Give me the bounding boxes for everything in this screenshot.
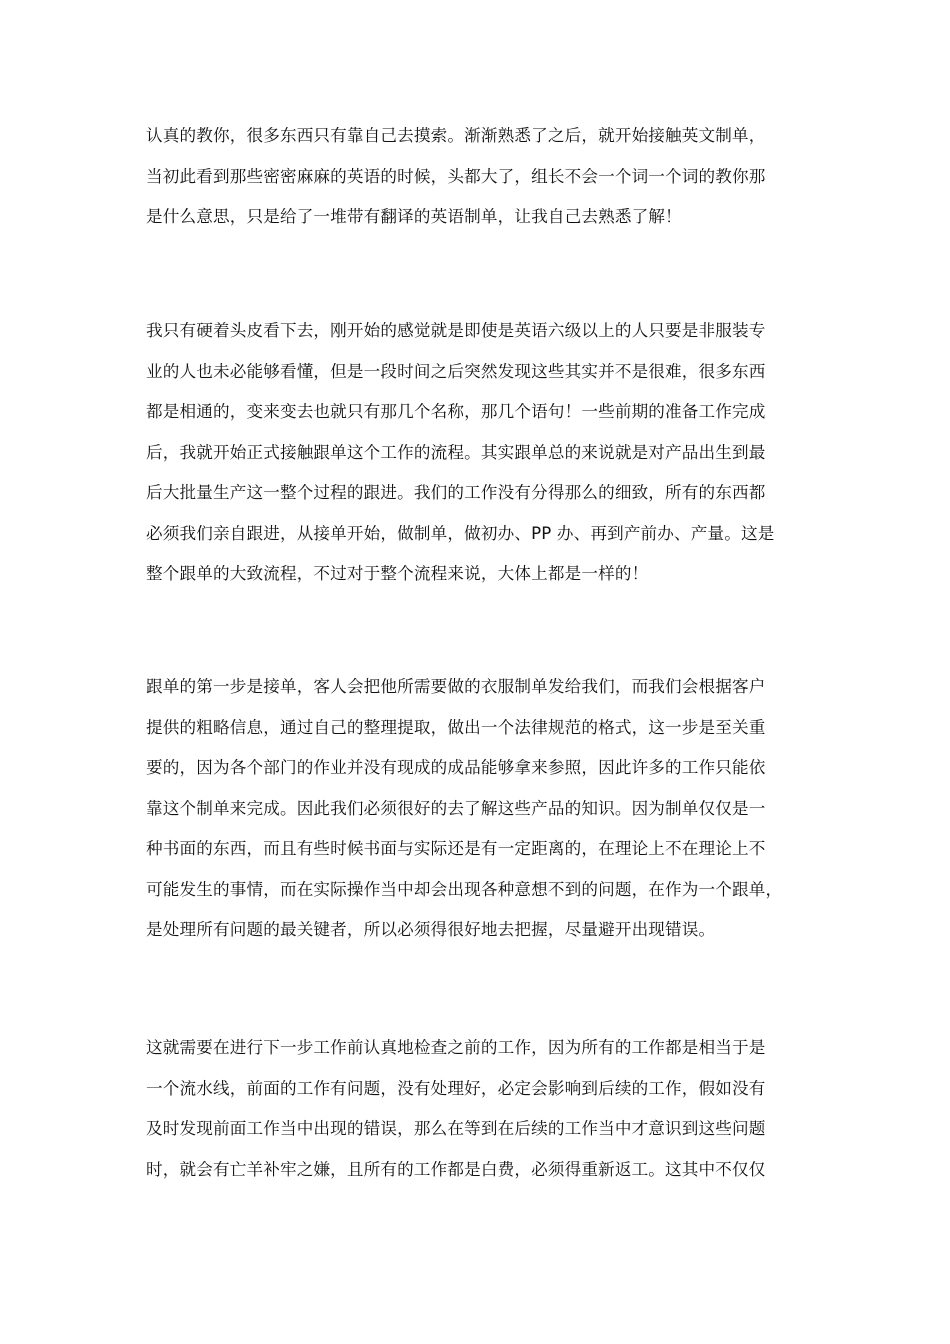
text-line: 业的人也未必能够看懂，但是一段时间之后突然发现这些其实并不是很难，很多东西 [146,361,766,381]
text-line: 都是相通的，变来变去也就只有那几个名称，那几个语句！一些前期的准备工作完成 [146,402,766,421]
paragraph-3 [146,667,806,951]
text-line: 及时发现前面工作当中出现的错误，那么在等到在后续的工作当中才意识到这些问题 [146,1119,766,1138]
text-line: 当初此看到那些密密麻麻的英语的时候，头都大了，组长不会一个词一个词的教你那 [146,166,766,186]
paragraph-1 [146,116,806,238]
text-line: 靠这个制单来完成。因此我们必须很好的去了解这些产品的知识。因为制单仅仅是一 [146,798,766,818]
text-line: 可能发生的事情，而在实际操作当中却会出现各种意想不到的问题，在作为一个跟单， [146,879,783,899]
text-line: 后大批量生产这一整个过程的跟进。我们的工作没有分得那么的细致，所有的东西都 [146,483,766,502]
text-line: 一个流水线，前面的工作有问题，没有处理好，必定会影响到后续的工作，假如没有 [146,1078,766,1098]
paragraph-2 [146,311,806,595]
text-line: 提供的粗略信息，通过自己的整理提取，做出一个法律规范的格式，这一步是至关重 [146,717,766,737]
text-line: 是处理所有问题的最关键者，所以必须得很好地去把握，尽量避开出现错误。 [146,920,716,939]
paragraph-4 [146,1028,806,1190]
text-line: 是什么意思，只是给了一堆带有翻译的英语制单，让我自己去熟悉了解！ [146,207,682,226]
text-line: 认真的教你，很多东西只有靠自己去摸索。渐渐熟悉了之后，就开始接触英文制单， [146,126,766,145]
text-line: 跟单的第一步是接单，客人会把他所需要做的衣服制单发给我们，而我们会根据客户 [146,677,766,696]
text-line: 要的，因为各个部门的作业并没有现成的成品能够拿来参照，因此许多的工作只能依 [146,758,766,777]
text-line: 种书面的东西，而且有些时候书面与实际还是有一定距离的，在理论上不在理论上不 [146,839,766,858]
text-line: 必须我们亲自跟进，从接单开始，做制单，做初办、PP 办、再到产前办、产量。这是 [146,523,775,543]
text-line: 我只有硬着头皮看下去，刚开始的感觉就是即使是英语六级以上的人只要是非服装专 [146,321,766,340]
text-line: 这就需要在进行下一步工作前认真地检查之前的工作，因为所有的工作都是相当于是 [146,1038,766,1057]
text-line: 后，我就开始正式接触跟单这个工作的流程。其实跟单总的来说就是对产品出生到最 [146,442,766,462]
text-line: 时，就会有亡羊补牢之嫌，且所有的工作都是白费，必须得重新返工。这其中不仅仅 [146,1159,766,1179]
text-line: 整个跟单的大致流程，不过对于整个流程来说，大体上都是一样的！ [146,564,649,583]
